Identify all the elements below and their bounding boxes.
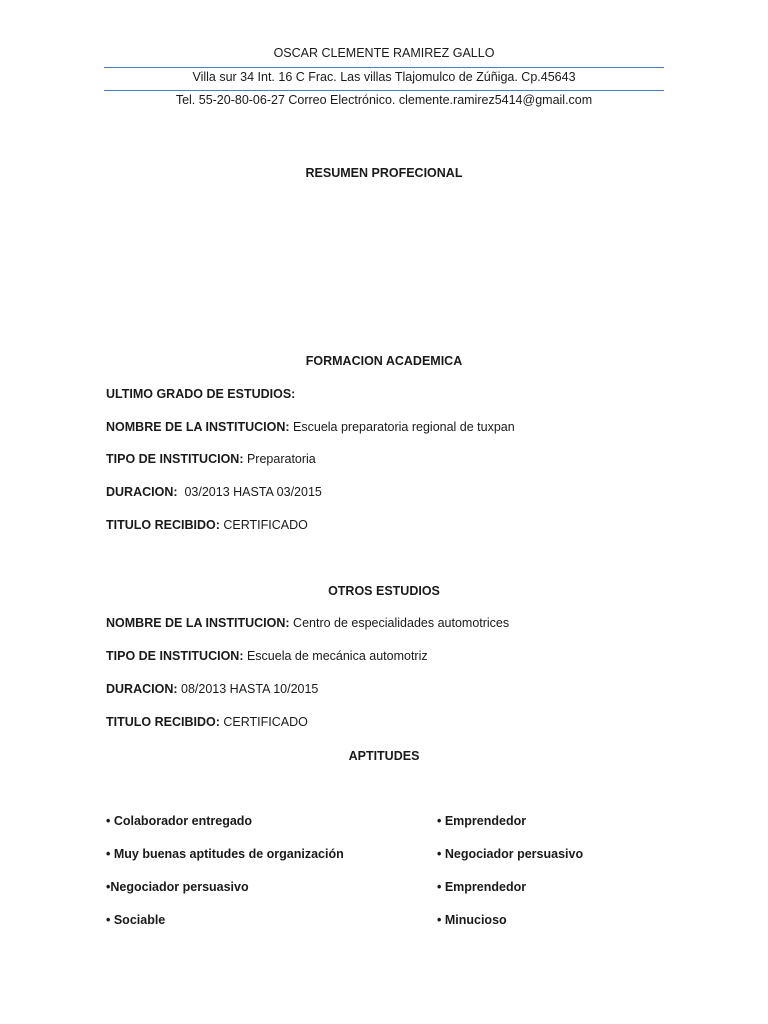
skill-right-item: • Negociador persuasivo (437, 847, 584, 861)
other-studies-heading: OTROS ESTUDIOS (328, 584, 440, 598)
title-value: CERTIFICADO (219, 518, 308, 532)
duration-label: DURACION: (106, 485, 178, 499)
other-duration-label: DURACION: (106, 682, 178, 696)
other-title-label: TITULO RECIBIDO: (106, 715, 220, 729)
skill-right-item: • Emprendedor (437, 880, 527, 894)
duration-value: 03/2013 HASTA 03/2015 (177, 485, 322, 499)
other-institution-label: NOMBRE DE LA INSTITUCION: (106, 616, 290, 630)
summary-heading: RESUMEN PROFECIONAL (305, 166, 463, 180)
type-label: TIPO DE INSTITUCION: (106, 452, 244, 466)
education-institution (106, 420, 515, 434)
other-institution-value: Centro de especialidades automotrices (289, 616, 510, 630)
title-label: TITULO RECIBIDO: (106, 518, 220, 532)
other-type (106, 649, 428, 663)
header-rule-top (104, 67, 664, 68)
other-title-value: CERTIFICADO (219, 715, 308, 729)
education-heading: FORMACION ACADEMICA (305, 354, 463, 368)
other-institution (106, 616, 509, 630)
other-type-value: Escuela de mecánica automotriz (243, 649, 428, 663)
institution-value: Escuela preparatoria regional de tuxpan (289, 420, 515, 434)
education-last-grade (106, 387, 295, 401)
type-value: Preparatoria (243, 452, 316, 466)
skill-left-item: •Negociador persuasivo (106, 880, 249, 894)
other-duration-value: 08/2013 HASTA 10/2015 (177, 682, 319, 696)
skills-heading: APTITUDES (348, 749, 420, 763)
skill-left-item: • Muy buenas aptitudes de organización (106, 847, 344, 861)
skill-left-item: • Sociable (106, 913, 166, 927)
skill-left-item: • Colaborador entregado (106, 814, 253, 828)
skill-right-item: • Emprendedor (437, 814, 527, 828)
other-type-label: TIPO DE INSTITUCION: (106, 649, 244, 663)
other-duration (106, 682, 318, 696)
address-line: Villa sur 34 Int. 16 C Frac. Las villas Tlajomulco de Zúñiga. Cp.45643 (192, 70, 576, 84)
education-duration (106, 485, 322, 499)
header-rule-bottom (104, 90, 664, 91)
skill-right-item: • Minucioso (437, 913, 507, 927)
other-title (106, 715, 308, 729)
education-type (106, 452, 316, 466)
last-grade-label: ULTIMO GRADO DE ESTUDIOS: (106, 387, 296, 401)
contact-line: Tel. 55-20-80-06-27 Correo Electrónico. clemente.ramirez5414@gmail.com (175, 93, 593, 107)
education-title (106, 518, 308, 532)
institution-label: NOMBRE DE LA INSTITUCION: (106, 420, 290, 434)
candidate-name: OSCAR CLEMENTE RAMIREZ GALLO (273, 46, 495, 60)
